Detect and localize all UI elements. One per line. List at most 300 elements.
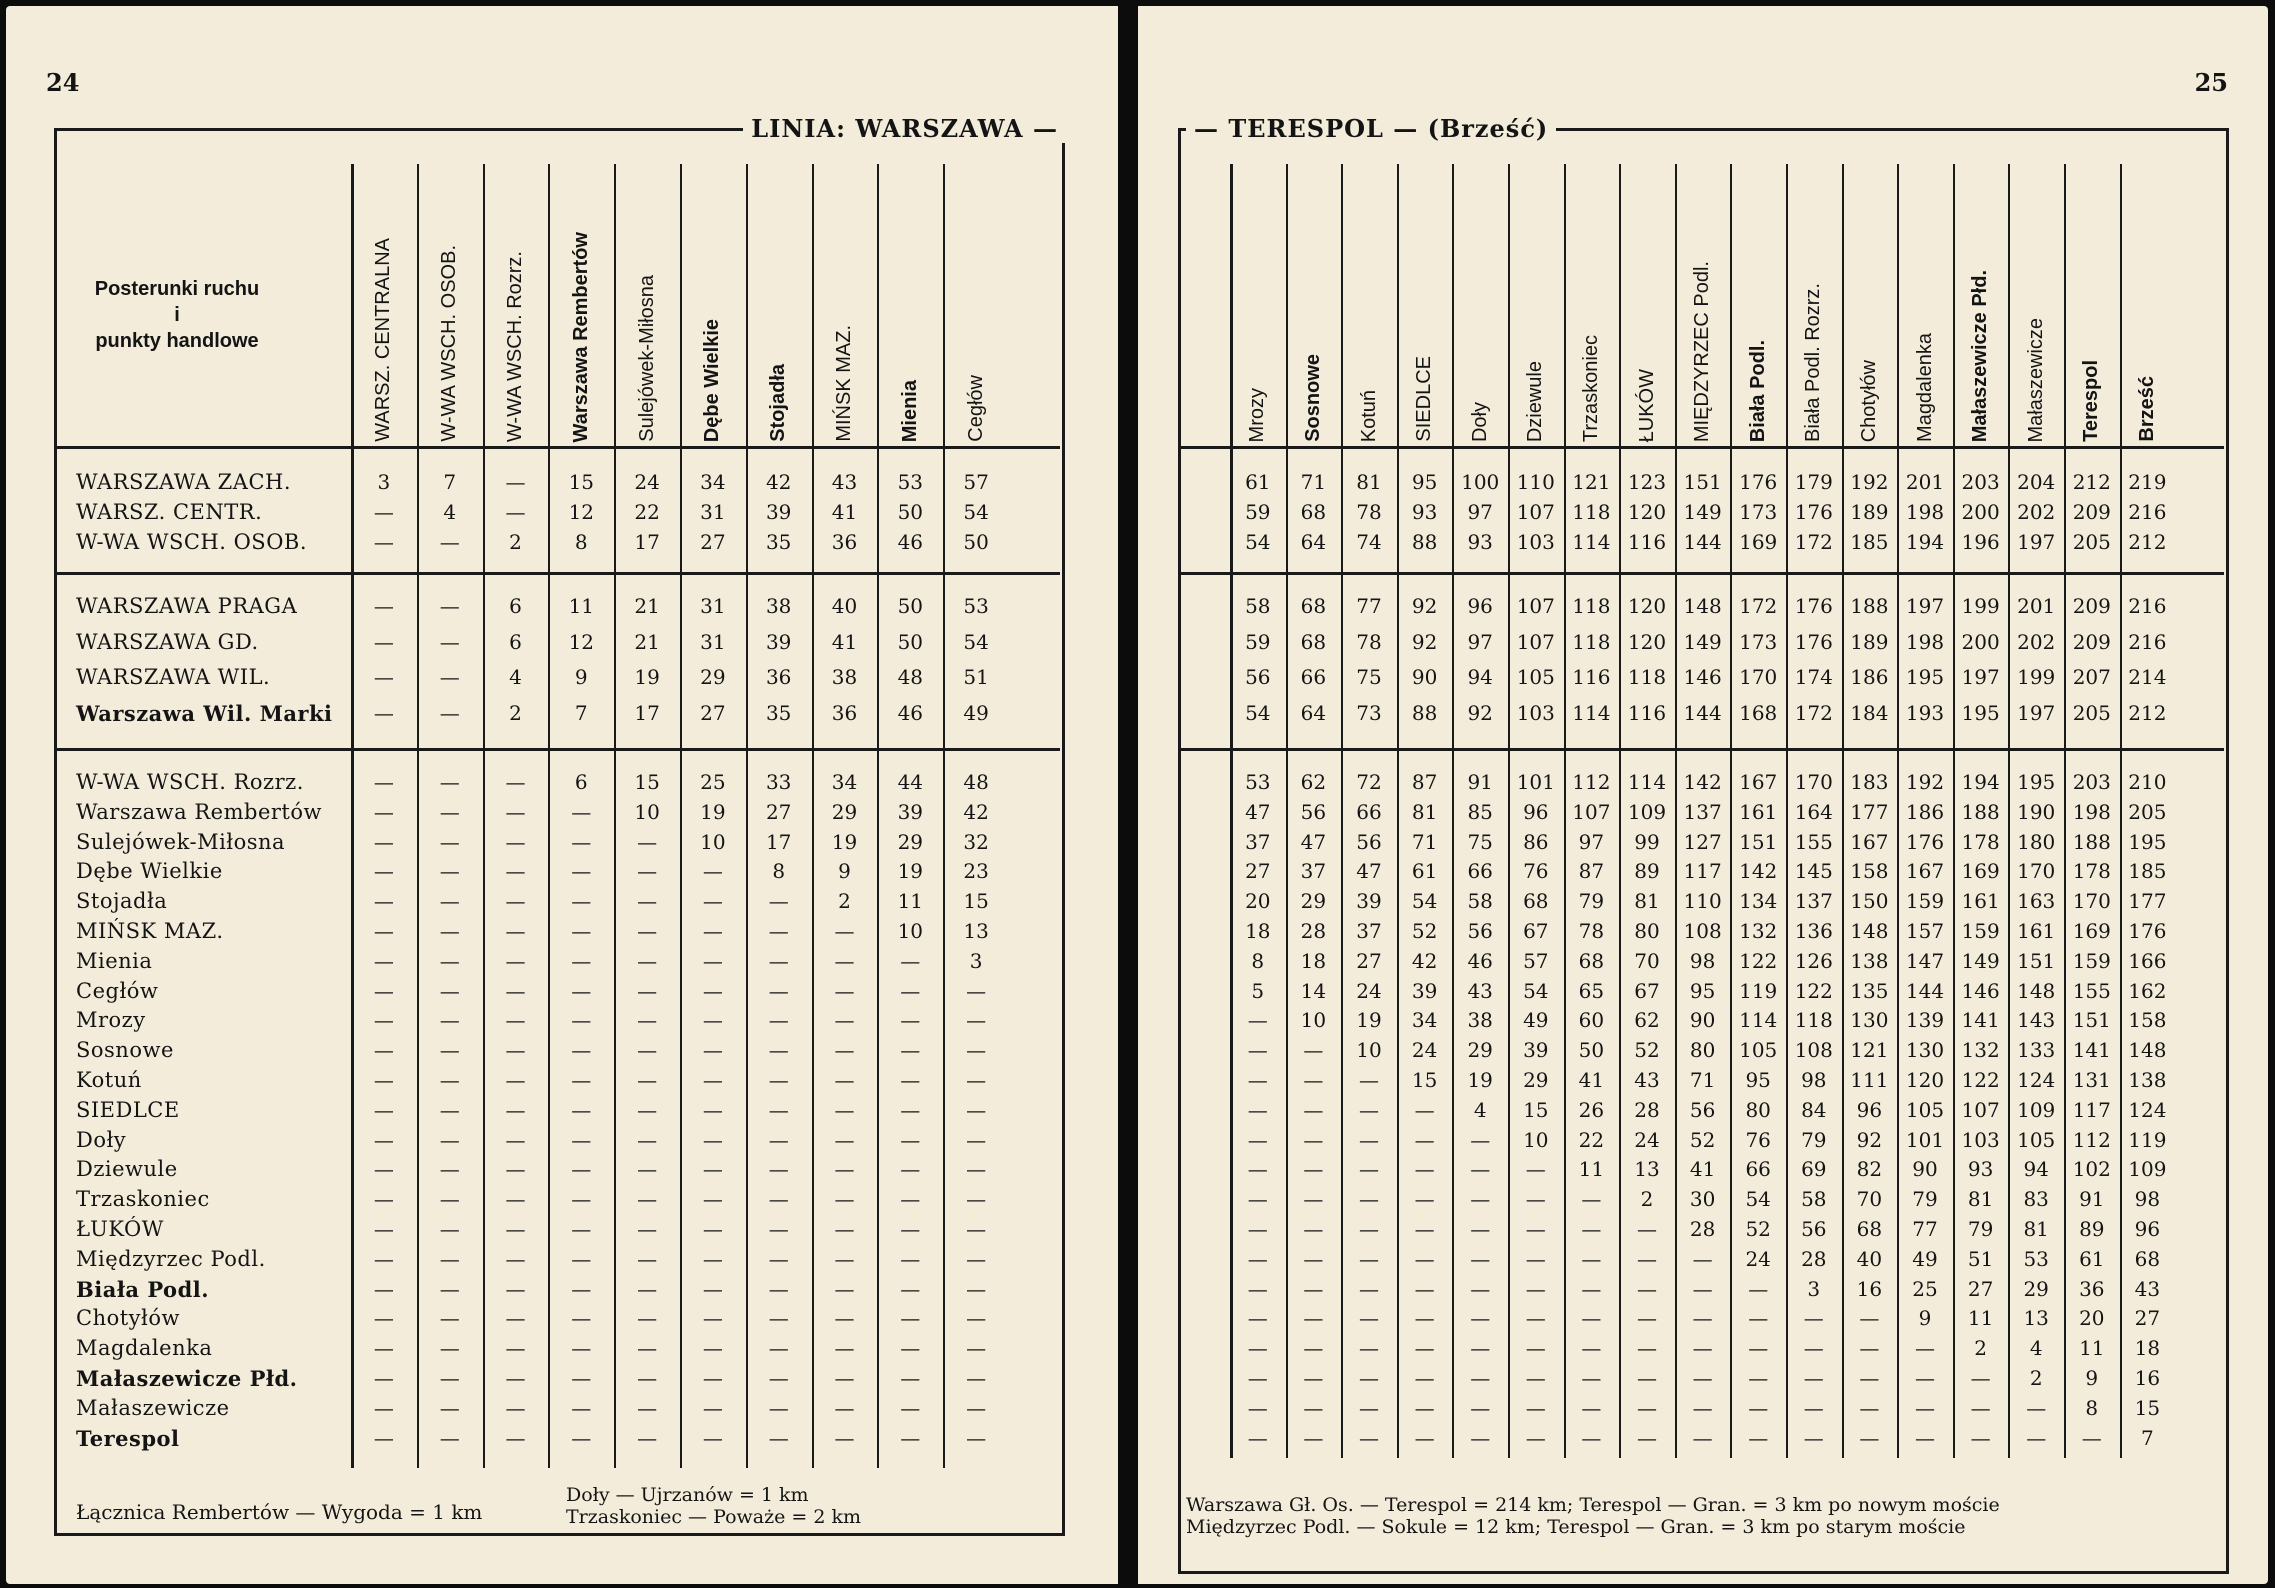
distance-cell: — [373,530,394,554]
distance-cell: — [373,1276,394,1301]
distance-cell: — [966,1336,987,1361]
distance-cell: 166 [2128,948,2167,973]
distance-cell: — [1414,1187,1435,1212]
distance-cell: 75 [1356,665,1382,689]
distance-cell: 197 [1905,594,1945,618]
distance-cell: 47 [1300,829,1327,854]
distance-cell: — [637,1336,658,1361]
distance-cell: 203 [1961,470,2000,494]
distance-cell: — [900,1336,921,1361]
distance-cell: 151 [2017,948,2056,973]
distance-cell: — [373,594,394,618]
station-name: Mrozy [76,1008,146,1033]
distance-cell: — [1470,1366,1491,1390]
distance-cell: — [768,1395,789,1420]
distance-cell: — [439,665,460,689]
distance-cell: 18 [1300,948,1327,973]
distance-cell: 127 [1683,829,1722,854]
station-name: Małaszewicze [76,1395,230,1420]
distance-cell: 68 [1300,629,1327,654]
distance-cell: — [1414,1276,1435,1301]
distance-cell: 162 [2128,978,2167,1003]
distance-cell: — [1247,1187,1268,1212]
distance-cell: 29 [1300,889,1327,914]
distance-cell: — [505,470,526,494]
column-header-label: Dziewule [1524,360,1547,442]
distance-cell: — [373,770,394,794]
distance-cell: — [900,1097,921,1122]
distance-cell: — [571,1246,592,1271]
distance-cell: — [768,1038,789,1063]
distance-cell: — [439,1276,460,1301]
distance-cell: — [1748,1276,1769,1301]
distance-cell: — [505,889,526,914]
distance-cell: 28 [1300,919,1327,943]
distance-cell: 119 [2128,1127,2167,1152]
distance-cell: 66 [1745,1157,1771,1182]
distance-cell: 200 [1961,500,2000,524]
distance-cell: 41 [831,500,858,524]
distance-cell: 107 [1961,1097,2000,1122]
distance-cell: — [702,889,723,914]
distance-cell: 93 [1467,530,1493,554]
column-header-label: Biała Podl. Rozrz. [1802,283,1825,442]
distance-cell: — [702,1395,723,1420]
distance-cell: — [1359,1187,1379,1212]
distance-cell: — [834,1038,855,1063]
distance-cell: 71 [1300,470,1327,494]
distance-cell: — [1303,1395,1324,1420]
distance-cell: 89 [2079,1217,2105,1241]
distance-cell: — [1581,1366,1602,1390]
distance-cell: 149 [1683,500,1722,524]
distance-cell: — [373,1008,394,1033]
distance-cell: 12 [568,500,595,524]
distance-cell: 130 [1850,1008,1889,1033]
distance-cell: 188 [1850,594,1889,618]
distance-cell: — [2026,1425,2047,1450]
distance-cell: — [1303,1157,1324,1182]
distance-cell: 111 [1850,1068,1889,1092]
distance-cell: 38 [765,594,792,618]
distance-cell: 7 [2141,1425,2154,1450]
distance-cell: 204 [2017,470,2056,494]
distance-cell: 216 [2128,500,2167,524]
distance-cell: 80 [1689,1038,1716,1063]
distance-cell: 138 [2128,1068,2167,1092]
distance-cell: 172 [1794,700,1833,725]
distance-cell: — [1692,1306,1713,1331]
distance-cell: — [1692,1366,1713,1390]
distance-cell: 210 [2128,770,2167,794]
distance-cell: — [373,700,394,725]
distance-cell: 118 [1627,665,1667,689]
distance-cell: 56 [1689,1097,1716,1122]
distance-cell: 190 [2017,799,2056,824]
distance-cell: — [571,1306,592,1331]
distance-cell: — [900,1217,921,1241]
distance-cell: 17 [634,700,660,725]
distance-cell: — [702,1038,723,1063]
distance-cell: — [505,1097,526,1122]
distance-cell: 10 [700,829,726,854]
distance-cell: — [1470,1246,1491,1271]
distance-cell: — [1803,1425,1824,1450]
distance-cell: 209 [2072,629,2111,654]
distance-cell: 15 [568,470,595,494]
distance-cell: 2 [1974,1336,1987,1361]
distance-cell: 114 [1572,530,1611,554]
distance-cell: — [1637,1336,1657,1361]
distance-cell: 95 [1411,470,1438,494]
distance-cell: 178 [2072,859,2111,884]
distance-cell: 70 [1856,1187,1883,1212]
distance-cell: 118 [1572,500,1611,524]
distance-cell: — [900,1366,921,1390]
distance-cell: 114 [1572,700,1611,725]
distance-cell: 112 [1572,770,1611,794]
column-header-label: Mrozy [1246,387,1269,442]
distance-cell: 176 [1794,629,1833,654]
distance-cell: — [571,978,592,1003]
distance-cell: — [373,1127,394,1152]
distance-cell: 29 [1467,1038,1493,1063]
distance-cell: — [1859,1425,1880,1450]
distance-cell: 10 [897,919,924,943]
distance-cell: 77 [1356,594,1382,618]
distance-cell: 31 [700,629,726,654]
distance-cell: — [1525,1157,1546,1182]
distance-cell: — [1692,1336,1713,1361]
distance-cell: 120 [1627,594,1667,618]
distance-cell: — [1359,1097,1379,1122]
distance-cell: — [373,1068,394,1092]
distance-cell: — [1303,1127,1324,1152]
distance-cell: 167 [1850,829,1889,854]
distance-cell: 195 [2017,770,2056,794]
distance-cell: — [1581,1187,1602,1212]
column-header [2115,164,2179,442]
distance-cell: 32 [963,829,989,854]
station-name: Trzaskoniec [76,1187,210,1212]
distance-cell: 51 [963,665,989,689]
distance-cell: — [900,1276,921,1301]
distance-cell: — [1692,1276,1713,1301]
distance-cell: 68 [2134,1246,2161,1271]
distance-cell: 184 [1850,700,1889,725]
distance-cell: 82 [1856,1157,1883,1182]
distance-cell: 53 [1245,770,1271,794]
distance-cell: 2 [1640,1187,1654,1212]
distance-cell: — [768,1246,789,1271]
distance-cell: 68 [1300,594,1327,618]
distance-cell: 50 [897,629,924,654]
distance-cell: — [966,1127,987,1152]
distance-cell: 92 [1467,700,1493,725]
station-name: Dębe Wielkie [76,859,223,884]
distance-cell: 39 [1356,889,1382,914]
distance-cell: 90 [1689,1008,1716,1033]
distance-cell: 159 [1905,889,1945,914]
distance-cell: — [1359,1127,1379,1152]
distance-cell: 109 [2017,1097,2056,1122]
distance-cell: 13 [963,919,989,943]
distance-cell: — [1637,1306,1657,1331]
distance-cell: — [637,1425,658,1450]
distance-cell: 8 [1251,948,1265,973]
distance-cell: 201 [2017,594,2056,618]
footer-note-right: Doły — Ujrzanów = 1 km Trzaskoniec — Poważe = 2 km [566,1484,862,1528]
distance-cell: 9 [1918,1306,1932,1331]
distance-cell: — [1303,1187,1324,1212]
column-header [1337,164,1401,442]
distance-cell: 19 [1467,1068,1493,1092]
column-header-label: Mienia [898,379,921,442]
distance-cell: 149 [1683,629,1722,654]
distance-cell: 77 [1912,1217,1938,1241]
distance-cell: 87 [1578,859,1605,884]
distance-cell: 27 [1245,859,1271,884]
distance-cell: 141 [2072,1038,2111,1063]
distance-cell: — [571,948,592,973]
distance-cell: — [834,1008,855,1033]
distance-cell: 186 [1850,665,1889,689]
station-name: WARSZAWA GD. [76,629,259,654]
distance-cell: 161 [1739,799,1778,824]
distance-cell: — [1470,1306,1491,1331]
distance-cell: — [768,1306,789,1331]
distance-cell: 145 [1794,859,1833,884]
distance-cell: — [373,1336,394,1361]
distance-cell: 155 [1794,829,1833,854]
distance-cell: — [702,1336,723,1361]
distance-cell: — [637,1366,658,1390]
distance-cell: 137 [1683,799,1722,824]
distance-cell: 88 [1411,530,1438,554]
distance-cell: — [373,1157,394,1182]
distance-cell: — [900,1187,921,1212]
distance-cell: 53 [2023,1246,2049,1271]
distance-cell: 212 [2072,470,2111,494]
distance-cell: 78 [1356,629,1382,654]
distance-cell: — [702,1097,723,1122]
distance-cell: 81 [1356,470,1382,494]
distance-cell: 209 [2072,594,2111,618]
distance-cell: — [1359,1157,1379,1182]
distance-cell: 173 [1739,629,1778,654]
distance-cell: — [768,1068,789,1092]
distance-cell: — [900,1127,921,1152]
distance-cell: 49 [1912,1246,1938,1271]
distance-cell: 122 [1794,978,1833,1003]
distance-cell: 90 [1912,1157,1938,1182]
distance-cell: 103 [1961,1127,2000,1152]
distance-cell: 64 [1300,700,1327,725]
distance-cell: 170 [2017,859,2056,884]
distance-cell: — [2081,1425,2102,1450]
distance-cell: — [1637,1425,1657,1450]
distance-cell: 148 [2017,978,2056,1003]
distance-cell: 94 [2023,1157,2049,1182]
distance-cell: 95 [1745,1068,1771,1092]
distance-cell: 186 [1905,799,1945,824]
station-name: Stojadła [76,889,168,914]
distance-cell: 149 [1961,948,2000,973]
distance-cell: — [637,1008,658,1033]
distance-cell: 29 [2023,1276,2049,1301]
distance-cell: — [1470,1425,1491,1450]
distance-cell: 105 [1905,1097,1945,1122]
distance-cell: — [439,1187,460,1212]
distance-cell: — [702,948,723,973]
distance-cell: — [571,1217,592,1241]
distance-cell: 4 [509,665,522,689]
distance-cell: 29 [831,799,858,824]
distance-cell: 6 [574,770,588,794]
distance-cell: — [373,665,394,689]
distance-cell: — [439,1157,460,1182]
distance-cell: 169 [1961,859,2000,884]
distance-cell: 116 [1627,700,1667,725]
distance-cell: — [1803,1366,1824,1390]
distance-cell: 29 [897,829,924,854]
distance-cell: 54 [1411,889,1438,914]
distance-cell: 136 [1794,919,1833,943]
distance-cell: 91 [2079,1187,2105,1212]
distance-cell: 8 [574,530,588,554]
distance-cell: 198 [1905,500,1945,524]
distance-cell: — [702,1246,723,1271]
distance-cell: — [505,859,526,884]
distance-cell: 78 [1578,919,1605,943]
distance-cell: — [1359,1336,1379,1361]
distance-cell: 92 [1411,594,1438,618]
distance-cell: 61 [1411,859,1438,884]
column-header [1837,164,1901,442]
distance-cell: 194 [1961,770,2000,794]
distance-cell: — [966,1425,987,1450]
distance-cell: 68 [1578,948,1605,973]
distance-cell: 43 [1467,978,1493,1003]
column-header [1281,164,1345,442]
distance-cell: — [1247,1425,1268,1450]
distance-cell: — [702,859,723,884]
distance-cell: 65 [1578,978,1605,1003]
distance-cell: — [637,1127,658,1152]
distance-cell: 168 [1739,700,1778,725]
distance-cell: — [439,629,460,654]
distance-cell: 47 [1356,859,1382,884]
distance-cell: — [1414,1246,1435,1271]
distance-cell: 170 [1739,665,1778,689]
distance-cell: — [439,1097,460,1122]
distance-cell: 19 [634,665,660,689]
distance-cell: 183 [1850,770,1889,794]
distance-cell: 42 [1411,948,1438,973]
distance-cell: — [702,1127,723,1152]
distance-cell: — [1303,1425,1324,1450]
distance-cell: — [1859,1306,1880,1331]
distance-cell: 24 [1634,1127,1660,1152]
distance-cell: 27 [2134,1306,2161,1331]
distance-cell: 107 [1516,629,1555,654]
distance-cell: — [505,1276,526,1301]
distance-cell: 161 [1961,889,2000,914]
column-header [747,164,811,442]
distance-cell: 41 [831,629,858,654]
distance-cell: — [637,1097,658,1122]
station-name: WARSZAWA PRAGA [76,594,298,618]
distance-cell: — [768,1217,789,1241]
distance-cell: 19 [1356,1008,1382,1033]
distance-cell: 66 [1300,665,1327,689]
distance-cell: — [373,978,394,1003]
distance-cell: — [637,1306,658,1331]
distance-cell: — [505,1395,526,1420]
distance-cell: — [1247,1217,1268,1241]
distance-cell: 17 [765,829,792,854]
distance-cell: 2 [838,889,851,914]
distance-cell: 61 [1245,470,1271,494]
distance-cell: — [637,829,658,854]
distance-cell: — [439,1395,460,1420]
distance-cell: 75 [1467,829,1493,854]
column-header-label: Sosnowe [1301,354,1324,442]
column-header [1893,164,1957,442]
distance-cell: 56 [1801,1217,1827,1241]
distance-cell: 219 [2128,470,2167,494]
distance-cell: 93 [1411,500,1438,524]
line-title: — TERESPOL — (Brześć) [1186,114,1556,143]
station-name: WARSZAWA ZACH. [76,470,292,494]
distance-cell: 79 [1912,1187,1938,1212]
distance-cell: 195 [1961,700,2000,725]
footer-note: Warszawa Gł. Os. — Terespol = 214 km; Terespol — Gran. = 3 km po nowym moście Międzyrzec Podl. — Sokule = 12 km; Terespol — Gran. = 3 km po starym moście [1186,1494,2000,1538]
distance-cell: — [505,1187,526,1212]
distance-cell: — [505,1366,526,1390]
distance-cell: — [439,1127,460,1152]
distance-cell: — [1581,1217,1602,1241]
distance-cell: — [1359,1276,1379,1301]
distance-cell: — [1414,1127,1435,1152]
station-name: Sosnowe [76,1038,174,1063]
distance-cell: — [1303,1097,1324,1122]
distance-cell: 132 [1961,1038,2000,1063]
distance-cell: — [1247,1395,1268,1420]
distance-cell: 92 [1856,1127,1883,1152]
distance-cell: — [1803,1306,1824,1331]
distance-cell: 2 [509,700,522,725]
distance-cell: — [834,1246,855,1271]
distance-cell: — [505,829,526,854]
distance-cell: 15 [963,889,989,914]
column-header [1559,164,1623,442]
column-header [1671,164,1735,442]
distance-cell: — [571,1366,592,1390]
distance-cell: 214 [2128,665,2167,689]
distance-cell: 147 [1905,948,1945,973]
distance-cell: — [1525,1217,1546,1241]
distance-cell: 15 [634,770,660,794]
distance-cell: — [834,1068,855,1092]
distance-cell: 43 [1634,1068,1660,1092]
distance-cell: 205 [2128,799,2167,824]
distance-cell: — [834,1157,855,1182]
distance-cell: 134 [1739,889,1778,914]
distance-cell: 114 [1627,770,1667,794]
distance-cell: 39 [1523,1038,1549,1063]
distance-cell: — [1915,1395,1935,1420]
